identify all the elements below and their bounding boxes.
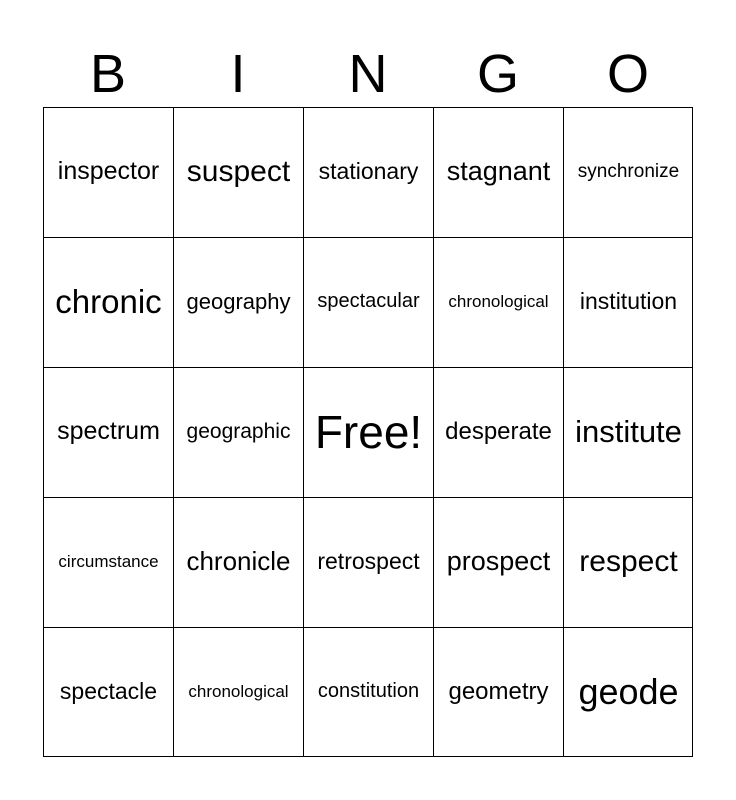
- header-letter-b: B: [89, 44, 127, 104]
- bingo-cell[interactable]: chronological: [173, 627, 303, 757]
- free-space-cell[interactable]: Free!: [303, 367, 433, 497]
- header-letter-o: O: [606, 44, 649, 104]
- bingo-cell[interactable]: suspect: [173, 107, 303, 237]
- bingo-cell[interactable]: geode: [563, 627, 693, 757]
- bingo-board: [43, 107, 693, 757]
- bingo-cell[interactable]: chronicle: [173, 497, 303, 627]
- bingo-cell[interactable]: circumstance: [43, 497, 173, 627]
- bingo-cell[interactable]: geographic: [173, 367, 303, 497]
- bingo-cell[interactable]: stagnant: [433, 107, 563, 237]
- bingo-cell[interactable]: institute: [563, 367, 693, 497]
- bingo-cell[interactable]: spectacular: [303, 237, 433, 367]
- bingo-cell[interactable]: desperate: [433, 367, 563, 497]
- bingo-cell[interactable]: respect: [563, 497, 693, 627]
- bingo-cell[interactable]: inspector: [43, 107, 173, 237]
- bingo-cell[interactable]: synchronize: [563, 107, 693, 237]
- bingo-cell[interactable]: geometry: [433, 627, 563, 757]
- bingo-cell[interactable]: institution: [563, 237, 693, 367]
- header-letter-i: I: [230, 44, 246, 104]
- header-letter-n: N: [348, 44, 388, 104]
- bingo-cell[interactable]: constitution: [303, 627, 433, 757]
- bingo-cell[interactable]: prospect: [433, 497, 563, 627]
- bingo-cell[interactable]: retrospect: [303, 497, 433, 627]
- bingo-cell[interactable]: geography: [173, 237, 303, 367]
- bingo-cell[interactable]: chronological: [433, 237, 563, 367]
- bingo-cell[interactable]: spectacle: [43, 627, 173, 757]
- bingo-cell[interactable]: chronic: [43, 237, 173, 367]
- header-letter-g: G: [476, 44, 519, 104]
- bingo-header: [43, 40, 693, 108]
- bingo-cell[interactable]: stationary: [303, 107, 433, 237]
- bingo-cell[interactable]: spectrum: [43, 367, 173, 497]
